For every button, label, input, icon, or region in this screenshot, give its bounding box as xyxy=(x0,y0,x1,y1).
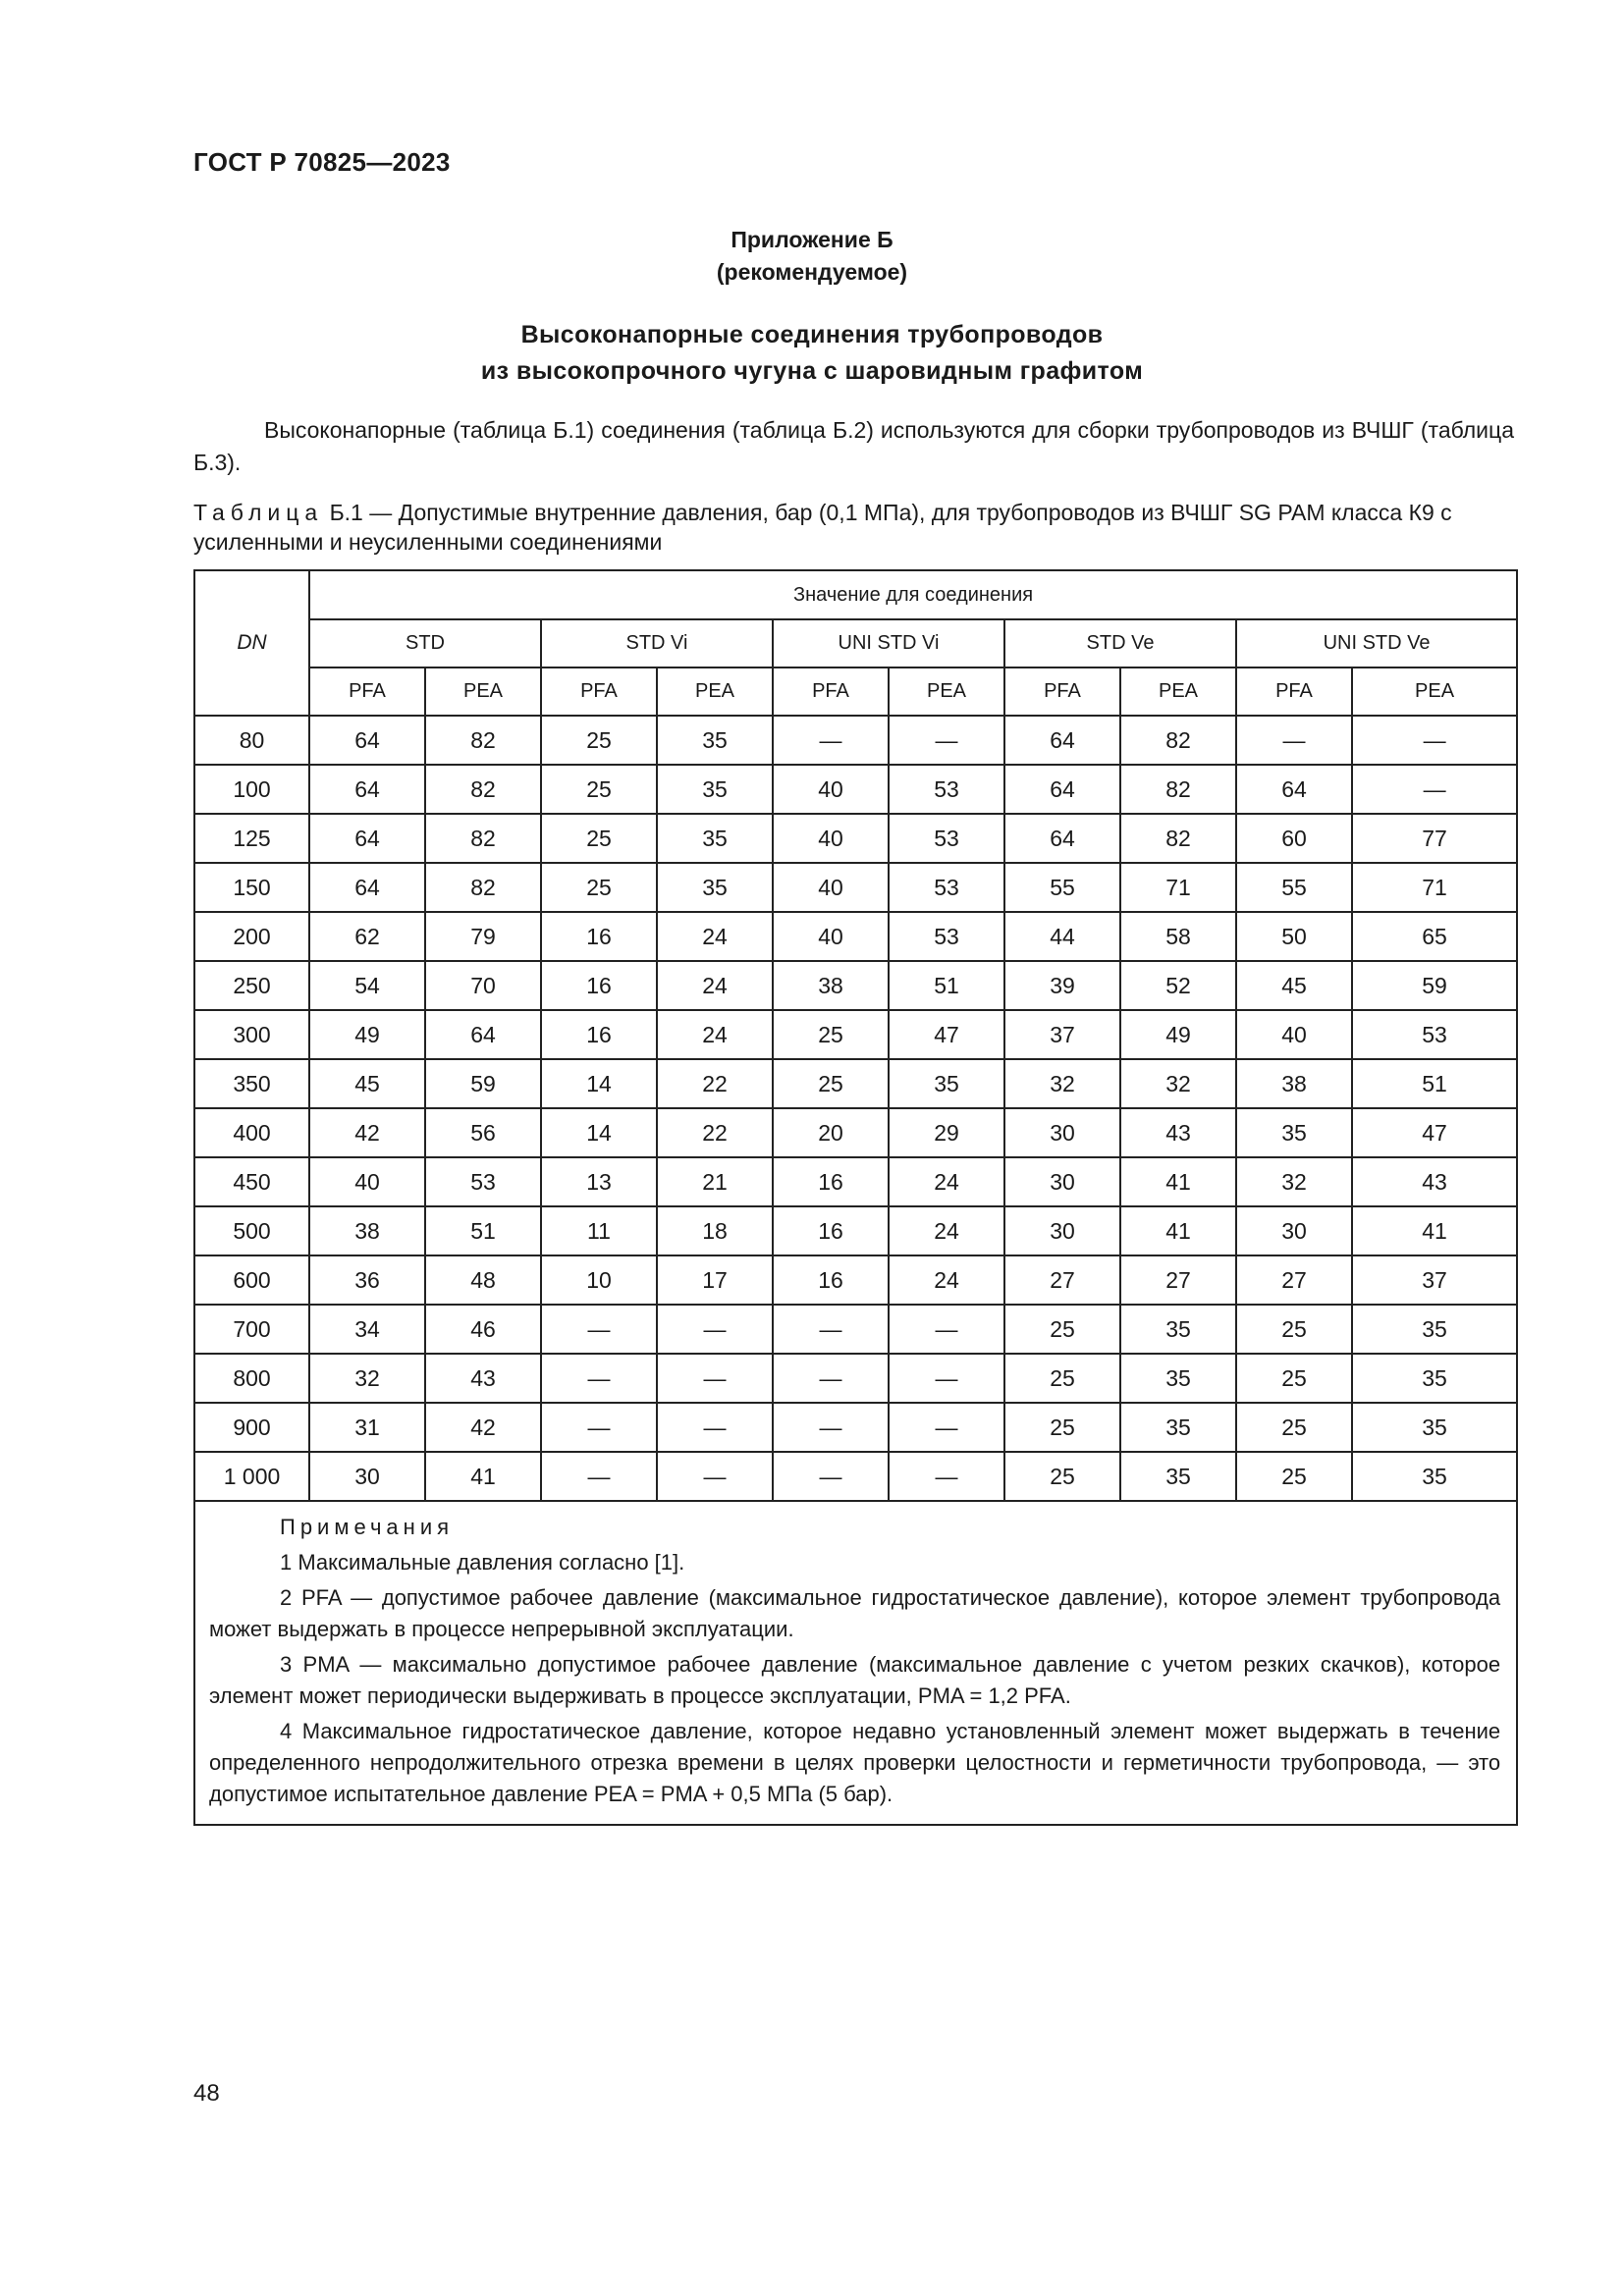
value-cell: 29 xyxy=(889,1108,1004,1157)
value-cell: 25 xyxy=(1004,1354,1120,1403)
value-cell: 40 xyxy=(1236,1010,1352,1059)
note-item: 3 PMA — максимально допустимое рабочее давление (максимальное давление с учетом резких скачков), которое элемент может периодически выдерживать в процессе эксплуатации, PMA = 1,2 PFA. xyxy=(209,1652,1501,1708)
value-cell: — xyxy=(1236,716,1352,765)
value-cell: 50 xyxy=(1236,912,1352,961)
section-title xyxy=(0,317,1624,390)
value-cell: 35 xyxy=(1120,1305,1236,1354)
value-cell: 64 xyxy=(1004,814,1120,863)
value-cell: 40 xyxy=(773,912,889,961)
dn-cell: 100 xyxy=(194,765,309,814)
value-cell: — xyxy=(541,1403,657,1452)
pressure-subheader: PFA xyxy=(773,667,889,716)
value-cell: 16 xyxy=(541,1010,657,1059)
table-row xyxy=(194,765,1517,814)
value-cell: 38 xyxy=(309,1206,425,1255)
value-cell: 82 xyxy=(1120,716,1236,765)
value-cell: 71 xyxy=(1120,863,1236,912)
dn-cell: 200 xyxy=(194,912,309,961)
value-cell: 24 xyxy=(889,1206,1004,1255)
value-cell: 45 xyxy=(309,1059,425,1108)
value-cell: 82 xyxy=(425,863,541,912)
value-cell: 27 xyxy=(1004,1255,1120,1305)
value-cell: 59 xyxy=(1352,961,1517,1010)
page-number: 48 xyxy=(193,2080,220,2107)
value-cell: 25 xyxy=(1004,1403,1120,1452)
value-cell: 30 xyxy=(1004,1157,1120,1206)
notes-row xyxy=(194,1501,1517,1825)
value-cell: 70 xyxy=(425,961,541,1010)
value-cell: 53 xyxy=(889,765,1004,814)
pressure-subheader: PEA xyxy=(889,667,1004,716)
value-cell: 37 xyxy=(1352,1255,1517,1305)
value-cell: 40 xyxy=(773,814,889,863)
value-cell: 25 xyxy=(541,716,657,765)
value-cell: — xyxy=(1352,716,1517,765)
joint-header: STD xyxy=(309,619,541,667)
value-cell: 71 xyxy=(1352,863,1517,912)
value-cell: — xyxy=(773,716,889,765)
value-cell: 35 xyxy=(1120,1403,1236,1452)
dn-cell: 400 xyxy=(194,1108,309,1157)
value-cell: 35 xyxy=(1352,1403,1517,1452)
value-cell: 30 xyxy=(309,1452,425,1501)
value-cell: — xyxy=(541,1305,657,1354)
dn-cell: 150 xyxy=(194,863,309,912)
value-cell: — xyxy=(889,1354,1004,1403)
value-cell: 46 xyxy=(425,1305,541,1354)
value-cell: 44 xyxy=(1004,912,1120,961)
value-cell: 25 xyxy=(541,814,657,863)
value-cell: 40 xyxy=(773,765,889,814)
table-row xyxy=(194,912,1517,961)
value-cell: 25 xyxy=(1236,1305,1352,1354)
value-cell: — xyxy=(657,1403,773,1452)
value-cell: — xyxy=(657,1305,773,1354)
value-cell: 65 xyxy=(1352,912,1517,961)
value-cell: — xyxy=(889,1452,1004,1501)
value-cell: 64 xyxy=(309,716,425,765)
value-cell: 58 xyxy=(1120,912,1236,961)
joint-header: UNI STD Ve xyxy=(1236,619,1517,667)
value-cell: 47 xyxy=(889,1010,1004,1059)
value-cell: — xyxy=(657,1452,773,1501)
value-cell: 24 xyxy=(657,1010,773,1059)
value-cell: 25 xyxy=(1004,1305,1120,1354)
table-row xyxy=(194,1452,1517,1501)
value-cell: 82 xyxy=(1120,765,1236,814)
value-cell: 41 xyxy=(1120,1157,1236,1206)
value-cell: 35 xyxy=(1352,1452,1517,1501)
pressure-subheader: PEA xyxy=(1352,667,1517,716)
value-cell: 32 xyxy=(1004,1059,1120,1108)
appendix-heading xyxy=(0,224,1624,289)
table-row xyxy=(194,1354,1517,1403)
pressure-subheader: PEA xyxy=(425,667,541,716)
value-cell: 64 xyxy=(309,863,425,912)
value-cell: 25 xyxy=(773,1059,889,1108)
pressure-subheader: PEA xyxy=(1120,667,1236,716)
dn-cell: 1 000 xyxy=(194,1452,309,1501)
table-row xyxy=(194,1255,1517,1305)
dn-cell: 300 xyxy=(194,1010,309,1059)
value-cell: 14 xyxy=(541,1059,657,1108)
table-row xyxy=(194,1059,1517,1108)
appendix-title: Приложение Б xyxy=(731,227,893,252)
value-cell: 25 xyxy=(773,1010,889,1059)
pressure-subheader: PFA xyxy=(1236,667,1352,716)
value-cell: 35 xyxy=(657,814,773,863)
table-row xyxy=(194,961,1517,1010)
value-cell: 41 xyxy=(425,1452,541,1501)
value-cell: — xyxy=(773,1305,889,1354)
value-cell: 49 xyxy=(1120,1010,1236,1059)
value-cell: 54 xyxy=(309,961,425,1010)
table-row xyxy=(194,863,1517,912)
value-cell: 30 xyxy=(1004,1108,1120,1157)
value-cell: — xyxy=(541,1452,657,1501)
value-cell: 22 xyxy=(657,1059,773,1108)
value-cell: 79 xyxy=(425,912,541,961)
value-cell: 62 xyxy=(309,912,425,961)
value-cell: — xyxy=(657,1354,773,1403)
value-cell: 77 xyxy=(1352,814,1517,863)
value-cell: 64 xyxy=(309,814,425,863)
value-cell: 42 xyxy=(425,1403,541,1452)
value-cell: 24 xyxy=(889,1255,1004,1305)
value-cell: 32 xyxy=(309,1354,425,1403)
value-cell: 59 xyxy=(425,1059,541,1108)
intro-paragraph: Высоконапорные (таблица Б.1) соединения (таблица Б.2) используются для сборки трубопроводов из ВЧШГ (таблица Б.3). xyxy=(193,417,1514,475)
dn-cell: 80 xyxy=(194,716,309,765)
table-row xyxy=(194,1403,1517,1452)
table-caption-text: Б.1 — Допустимые внутренние давления, бар (0,1 МПа), для трубопроводов из ВЧШГ SG PAM класса К9 с усиленными и неусиленными соединениями xyxy=(193,500,1452,555)
value-cell: 56 xyxy=(425,1108,541,1157)
value-cell: — xyxy=(889,716,1004,765)
value-cell: 43 xyxy=(1352,1157,1517,1206)
value-cell: 25 xyxy=(1004,1452,1120,1501)
dn-header: DN xyxy=(194,570,309,716)
value-cell: 16 xyxy=(773,1206,889,1255)
joint-header: STD Ve xyxy=(1004,619,1236,667)
table-row xyxy=(194,1157,1517,1206)
value-cell: 41 xyxy=(1352,1206,1517,1255)
value-cell: — xyxy=(889,1305,1004,1354)
document-code: ГОСТ Р 70825—2023 xyxy=(193,147,451,177)
table-caption-label: Таблица xyxy=(193,500,324,525)
section-title-line-1: Высоконапорные соединения трубопроводов xyxy=(520,321,1104,348)
value-cell: 64 xyxy=(425,1010,541,1059)
joint-header: STD Vi xyxy=(541,619,773,667)
value-cell: 40 xyxy=(309,1157,425,1206)
dn-cell: 450 xyxy=(194,1157,309,1206)
value-cell: 82 xyxy=(1120,814,1236,863)
value-cell: 25 xyxy=(1236,1452,1352,1501)
pressure-subheader: PEA xyxy=(657,667,773,716)
pressure-table xyxy=(193,569,1518,1826)
pressure-subheader: PFA xyxy=(541,667,657,716)
value-cell: 38 xyxy=(773,961,889,1010)
value-cell: 40 xyxy=(773,863,889,912)
value-cell: 35 xyxy=(889,1059,1004,1108)
table-row xyxy=(194,716,1517,765)
value-cell: 64 xyxy=(1004,716,1120,765)
table-row xyxy=(194,814,1517,863)
value-cell: 24 xyxy=(657,912,773,961)
value-cell: 45 xyxy=(1236,961,1352,1010)
value-cell: 32 xyxy=(1236,1157,1352,1206)
value-cell: 16 xyxy=(541,912,657,961)
dn-cell: 125 xyxy=(194,814,309,863)
group-header: Значение для соединения xyxy=(309,570,1517,619)
value-cell: 35 xyxy=(1236,1108,1352,1157)
table-row xyxy=(194,1305,1517,1354)
value-cell: 27 xyxy=(1236,1255,1352,1305)
value-cell: 53 xyxy=(889,863,1004,912)
value-cell: 17 xyxy=(657,1255,773,1305)
notes-title: Примечания xyxy=(280,1515,455,1539)
value-cell: 43 xyxy=(1120,1108,1236,1157)
value-cell: 51 xyxy=(425,1206,541,1255)
value-cell: 32 xyxy=(1120,1059,1236,1108)
pressure-subheader: PFA xyxy=(309,667,425,716)
value-cell: 22 xyxy=(657,1108,773,1157)
value-cell: 64 xyxy=(1236,765,1352,814)
value-cell: 41 xyxy=(1120,1206,1236,1255)
value-cell: — xyxy=(541,1354,657,1403)
value-cell: 82 xyxy=(425,716,541,765)
value-cell: 25 xyxy=(541,765,657,814)
value-cell: 55 xyxy=(1236,863,1352,912)
value-cell: — xyxy=(773,1354,889,1403)
value-cell: 49 xyxy=(309,1010,425,1059)
value-cell: 51 xyxy=(889,961,1004,1010)
value-cell: 55 xyxy=(1004,863,1120,912)
value-cell: 39 xyxy=(1004,961,1120,1010)
table-row xyxy=(194,1206,1517,1255)
value-cell: 11 xyxy=(541,1206,657,1255)
section-title-line-2: из высокопрочного чугуна с шаровидным графитом xyxy=(480,357,1144,385)
value-cell: 35 xyxy=(1352,1354,1517,1403)
value-cell: — xyxy=(773,1403,889,1452)
appendix-subtitle: (рекомендуемое) xyxy=(716,259,908,285)
value-cell: 30 xyxy=(1236,1206,1352,1255)
value-cell: 24 xyxy=(889,1157,1004,1206)
value-cell: 35 xyxy=(657,863,773,912)
value-cell: 30 xyxy=(1004,1206,1120,1255)
dn-cell: 900 xyxy=(194,1403,309,1452)
value-cell: 34 xyxy=(309,1305,425,1354)
table-row xyxy=(194,1108,1517,1157)
value-cell: 53 xyxy=(889,912,1004,961)
value-cell: 37 xyxy=(1004,1010,1120,1059)
value-cell: 27 xyxy=(1120,1255,1236,1305)
value-cell: 35 xyxy=(1120,1452,1236,1501)
value-cell: 35 xyxy=(1120,1354,1236,1403)
dn-cell: 350 xyxy=(194,1059,309,1108)
value-cell: 24 xyxy=(657,961,773,1010)
value-cell: 53 xyxy=(889,814,1004,863)
value-cell: 38 xyxy=(1236,1059,1352,1108)
value-cell: 25 xyxy=(1236,1403,1352,1452)
dn-cell: 700 xyxy=(194,1305,309,1354)
value-cell: 16 xyxy=(773,1157,889,1206)
joint-header: UNI STD Vi xyxy=(773,619,1004,667)
value-cell: — xyxy=(773,1452,889,1501)
table-caption xyxy=(193,498,1516,557)
dn-cell: 500 xyxy=(194,1206,309,1255)
note-item: 1 Максимальные давления согласно [1]. xyxy=(280,1550,685,1575)
value-cell: 13 xyxy=(541,1157,657,1206)
value-cell: 52 xyxy=(1120,961,1236,1010)
value-cell: 35 xyxy=(657,765,773,814)
value-cell: — xyxy=(1352,765,1517,814)
value-cell: 25 xyxy=(1236,1354,1352,1403)
pressure-subheader: PFA xyxy=(1004,667,1120,716)
value-cell: 35 xyxy=(1352,1305,1517,1354)
value-cell: 35 xyxy=(657,716,773,765)
value-cell: 14 xyxy=(541,1108,657,1157)
dn-cell: 250 xyxy=(194,961,309,1010)
dn-cell: 600 xyxy=(194,1255,309,1305)
value-cell: 48 xyxy=(425,1255,541,1305)
value-cell: 42 xyxy=(309,1108,425,1157)
note-item: 2 PFA — допустимое рабочее давление (максимальное гидростатическое давление), которое элемент трубопровода может выдержать в процессе непрерывной эксплуатации. xyxy=(209,1585,1501,1641)
value-cell: 31 xyxy=(309,1403,425,1452)
value-cell: 51 xyxy=(1352,1059,1517,1108)
value-cell: 53 xyxy=(1352,1010,1517,1059)
value-cell: 16 xyxy=(541,961,657,1010)
value-cell: — xyxy=(889,1403,1004,1452)
value-cell: 21 xyxy=(657,1157,773,1206)
value-cell: 82 xyxy=(425,814,541,863)
dn-cell: 800 xyxy=(194,1354,309,1403)
value-cell: 53 xyxy=(425,1157,541,1206)
note-item: 4 Максимальное гидростатическое давление, которое недавно установленный элемент может выдержать в течение определенного непродолжительного отрезка времени в целях проверки целостности и герметичности трубопровода, — это допустимое испытательное давление PEA = PMA + 0,5 МПа (5 бар). xyxy=(209,1719,1501,1806)
value-cell: 16 xyxy=(773,1255,889,1305)
value-cell: 47 xyxy=(1352,1108,1517,1157)
value-cell: 36 xyxy=(309,1255,425,1305)
value-cell: 25 xyxy=(541,863,657,912)
value-cell: 64 xyxy=(1004,765,1120,814)
table-row xyxy=(194,1010,1517,1059)
value-cell: 18 xyxy=(657,1206,773,1255)
value-cell: 60 xyxy=(1236,814,1352,863)
value-cell: 82 xyxy=(425,765,541,814)
value-cell: 10 xyxy=(541,1255,657,1305)
value-cell: 20 xyxy=(773,1108,889,1157)
value-cell: 64 xyxy=(309,765,425,814)
value-cell: 43 xyxy=(425,1354,541,1403)
table-notes xyxy=(194,1501,1517,1825)
